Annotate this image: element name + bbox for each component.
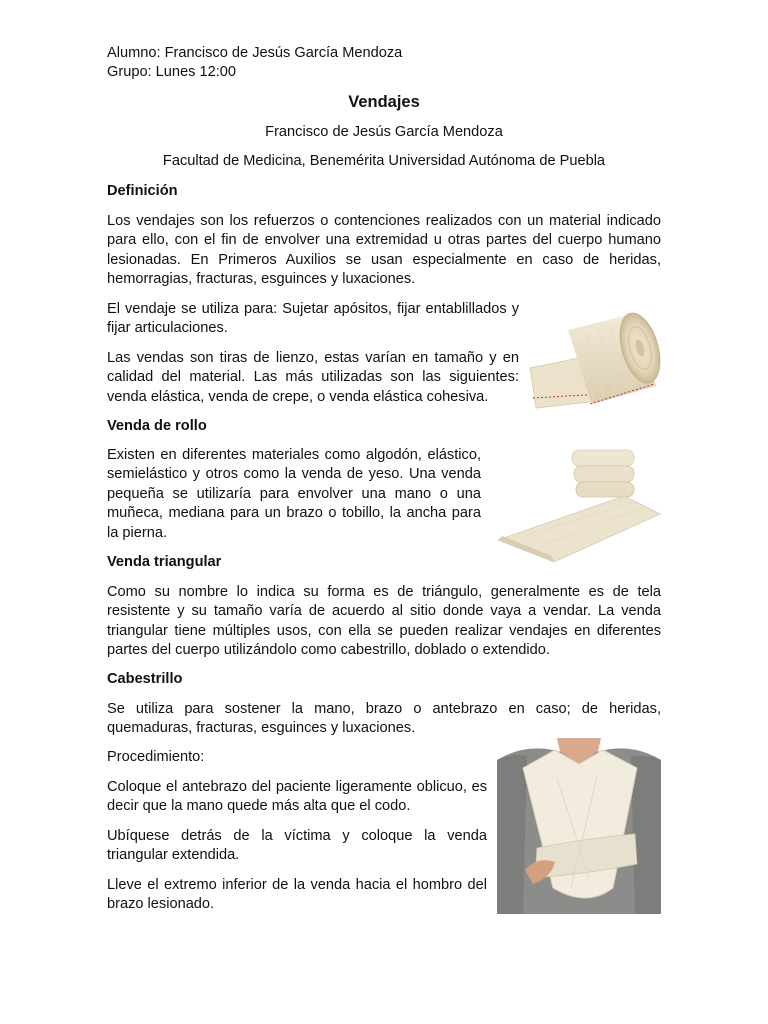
group-line: Grupo: Lunes 12:00 (107, 64, 237, 80)
definicion-paragraph-2: El vendaje se utiliza para: Sujetar apósitos, fijar entablillados y fijar articulaciones. (107, 301, 519, 337)
arm-sling-photo (497, 738, 661, 914)
cabestrillo-step-1: Coloque el antebrazo del paciente ligeramente oblicuo, es decir que la mano quede más alta que el codo. (107, 779, 487, 815)
cabestrillo-step-3: Lleve el extremo inferior de la venda hacia el hombro del brazo lesionado. (107, 877, 487, 913)
cabestrillo-step-2: Ubíquese detrás de la víctima y coloque la venda triangular extendida. (107, 828, 487, 864)
rollo-paragraph-1: Existen en diferentes materiales como algodón, elástico, semielástico y otros como la venda de yeso. Una venda pequeña se utilizaría para envolver una mano o una muñeca, mediana para un brazo o tobillo, la ancha para la pierna. (107, 447, 481, 541)
definicion-paragraph-3: Las vendas son tiras de lienzo, estas varían en tamaño y en calidad del material. Las más utilizadas son las siguientes: venda elástica, venda de crepe, o venda elástica cohesiva. (107, 350, 519, 405)
author-line: Francisco de Jesús García Mendoza (265, 124, 503, 140)
heading-definicion: Definición (107, 183, 178, 199)
bandage-roll-image (528, 308, 664, 412)
heading-venda-triangular: Venda triangular (107, 554, 222, 570)
definicion-paragraph-1: Los vendajes son los refuerzos o contenciones realizados con un material indicado para ello, con el fin de envolver una extremidad u otras partes del cuerpo humano lesionadas. En Primeros Auxilios se usan especialmente en caso de heridas, hemorragias, fracturas, esguinces y luxaciones. (107, 213, 661, 288)
cabestrillo-procedimiento: Procedimiento: (107, 749, 205, 765)
affiliation-line: Facultad de Medicina, Benemérita Universidad Autónoma de Puebla (162, 153, 606, 169)
cabestrillo-paragraph-1: Se utiliza para sostener la mano, brazo o antebrazo en caso; de heridas, quemaduras, fracturas, esguinces y luxaciones. (107, 701, 661, 737)
triangular-paragraph-1: Como su nombre lo indica su forma es de triángulo, generalmente es de tela resistente y su tamaño varía de acuerdo al sitio donde vaya a vendar. La venda triangular tiene múltiples usos, con ella se pueden realizar vendajes en diferentes partes del cuerpo utilizándolo como cabestrillo, doblado o extendido. (107, 584, 661, 659)
heading-venda-rollo: Venda de rollo (107, 418, 207, 434)
heading-cabestrillo: Cabestrillo (107, 671, 183, 687)
folded-bandages-image (494, 444, 662, 564)
page-title: Vendajes (348, 93, 420, 111)
student-line: Alumno: Francisco de Jesús García Mendoza (107, 45, 403, 61)
